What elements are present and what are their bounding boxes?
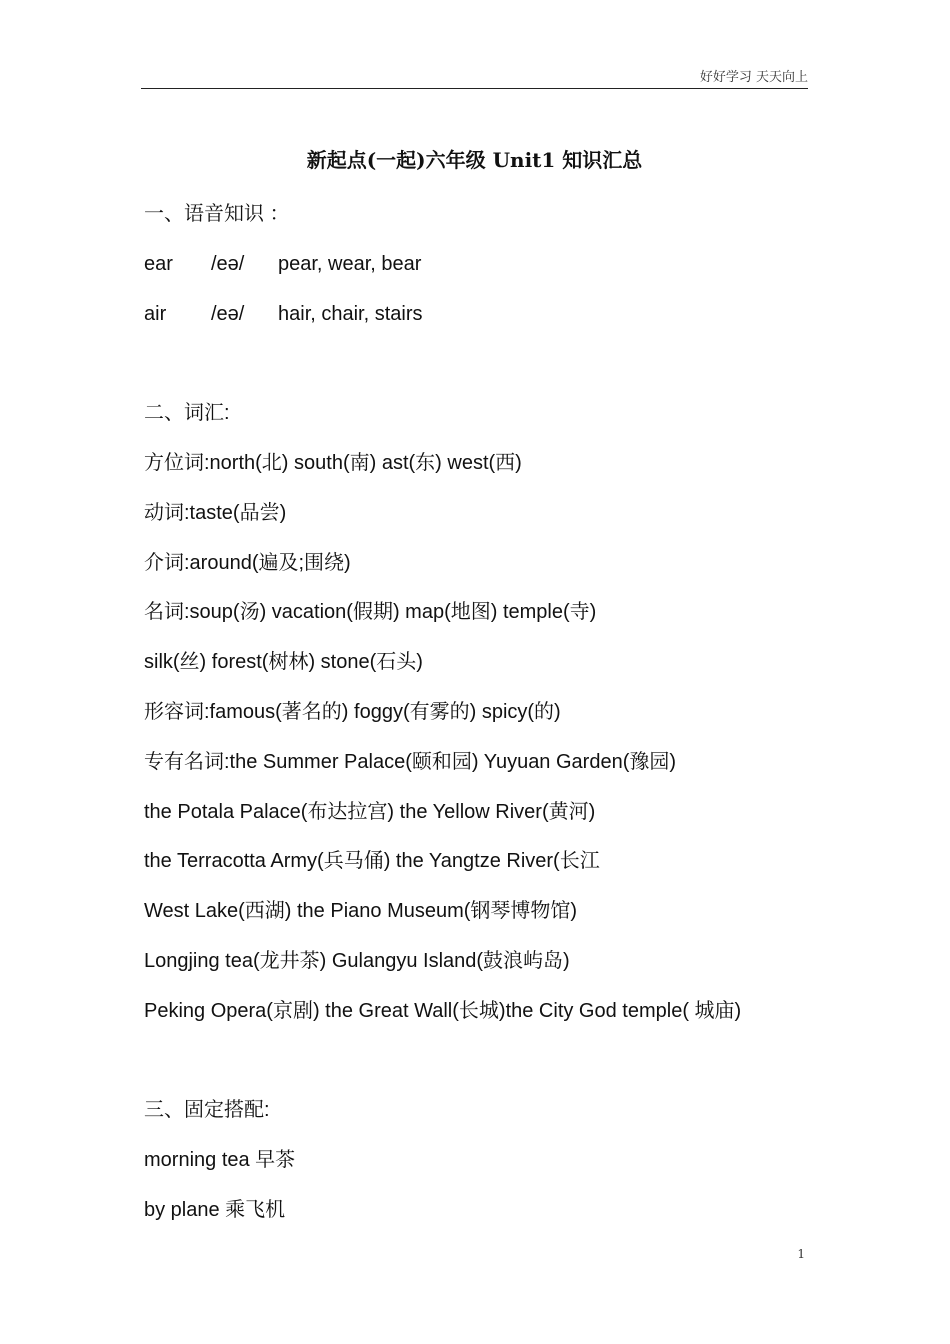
phonetics-row <box>144 301 423 327</box>
vocab-line: the Potala Palace(布达拉宫) the Yellow River(黄河) <box>144 801 596 823</box>
vocab-line: 介词:around(遍及;围绕) <box>144 552 351 574</box>
page-number: 1 <box>797 1247 805 1261</box>
phonetics-sound: /eə/ <box>211 303 245 325</box>
phonetics-row <box>144 251 421 277</box>
collocation-line: morning tea 早茶 <box>144 1149 296 1171</box>
phonetics-examples: hair, chair, stairs <box>278 303 423 325</box>
document-title: 新起点(一起)六年级 Unit1 知识汇总 <box>306 148 643 172</box>
vocab-line: 形容词:famous(著名的) foggy(有雾的) spicy(的) <box>144 701 561 723</box>
section-heading-collocations: 三、固定搭配: <box>144 1099 270 1121</box>
header-divider <box>141 88 808 89</box>
vocab-line: 名词:soup(汤) vacation(假期) map(地图) temple(寺) <box>144 601 597 623</box>
collocation-line: by plane 乘飞机 <box>144 1199 286 1221</box>
vocab-line: Longjing tea(龙井茶) Gulangyu Island(鼓浪屿岛) <box>144 950 570 972</box>
section-heading-vocabulary: 二、词汇: <box>144 402 230 424</box>
phonetics-examples: pear, wear, bear <box>278 253 422 275</box>
vocab-line: 方位词:north(北) south(南) ast(东) west(西) <box>144 452 522 474</box>
phonetics-letters: ear <box>144 253 173 275</box>
phonetics-letters: air <box>144 303 167 325</box>
vocab-line: silk(丝) forest(树林) stone(石头) <box>144 651 423 673</box>
vocab-line: 动词:taste(品尝) <box>144 502 287 524</box>
vocab-line: 专有名词:the Summer Palace(颐和园) Yuyuan Garden(豫园) <box>144 751 677 773</box>
vocab-line: the Terracotta Army(兵马俑) the Yangtze River(长江 <box>144 850 600 872</box>
vocab-line: West Lake(西湖) the Piano Museum(钢琴博物馆) <box>144 900 578 922</box>
phonetics-sound: /eə/ <box>211 253 245 275</box>
page-header-text: 好好学习 天天向上 <box>699 70 808 85</box>
section-heading-phonetics: 一、语音知识 ： <box>144 203 290 225</box>
vocab-line: Peking Opera(京剧) the Great Wall(长城)the City God temple( 城庙) <box>144 1000 742 1022</box>
